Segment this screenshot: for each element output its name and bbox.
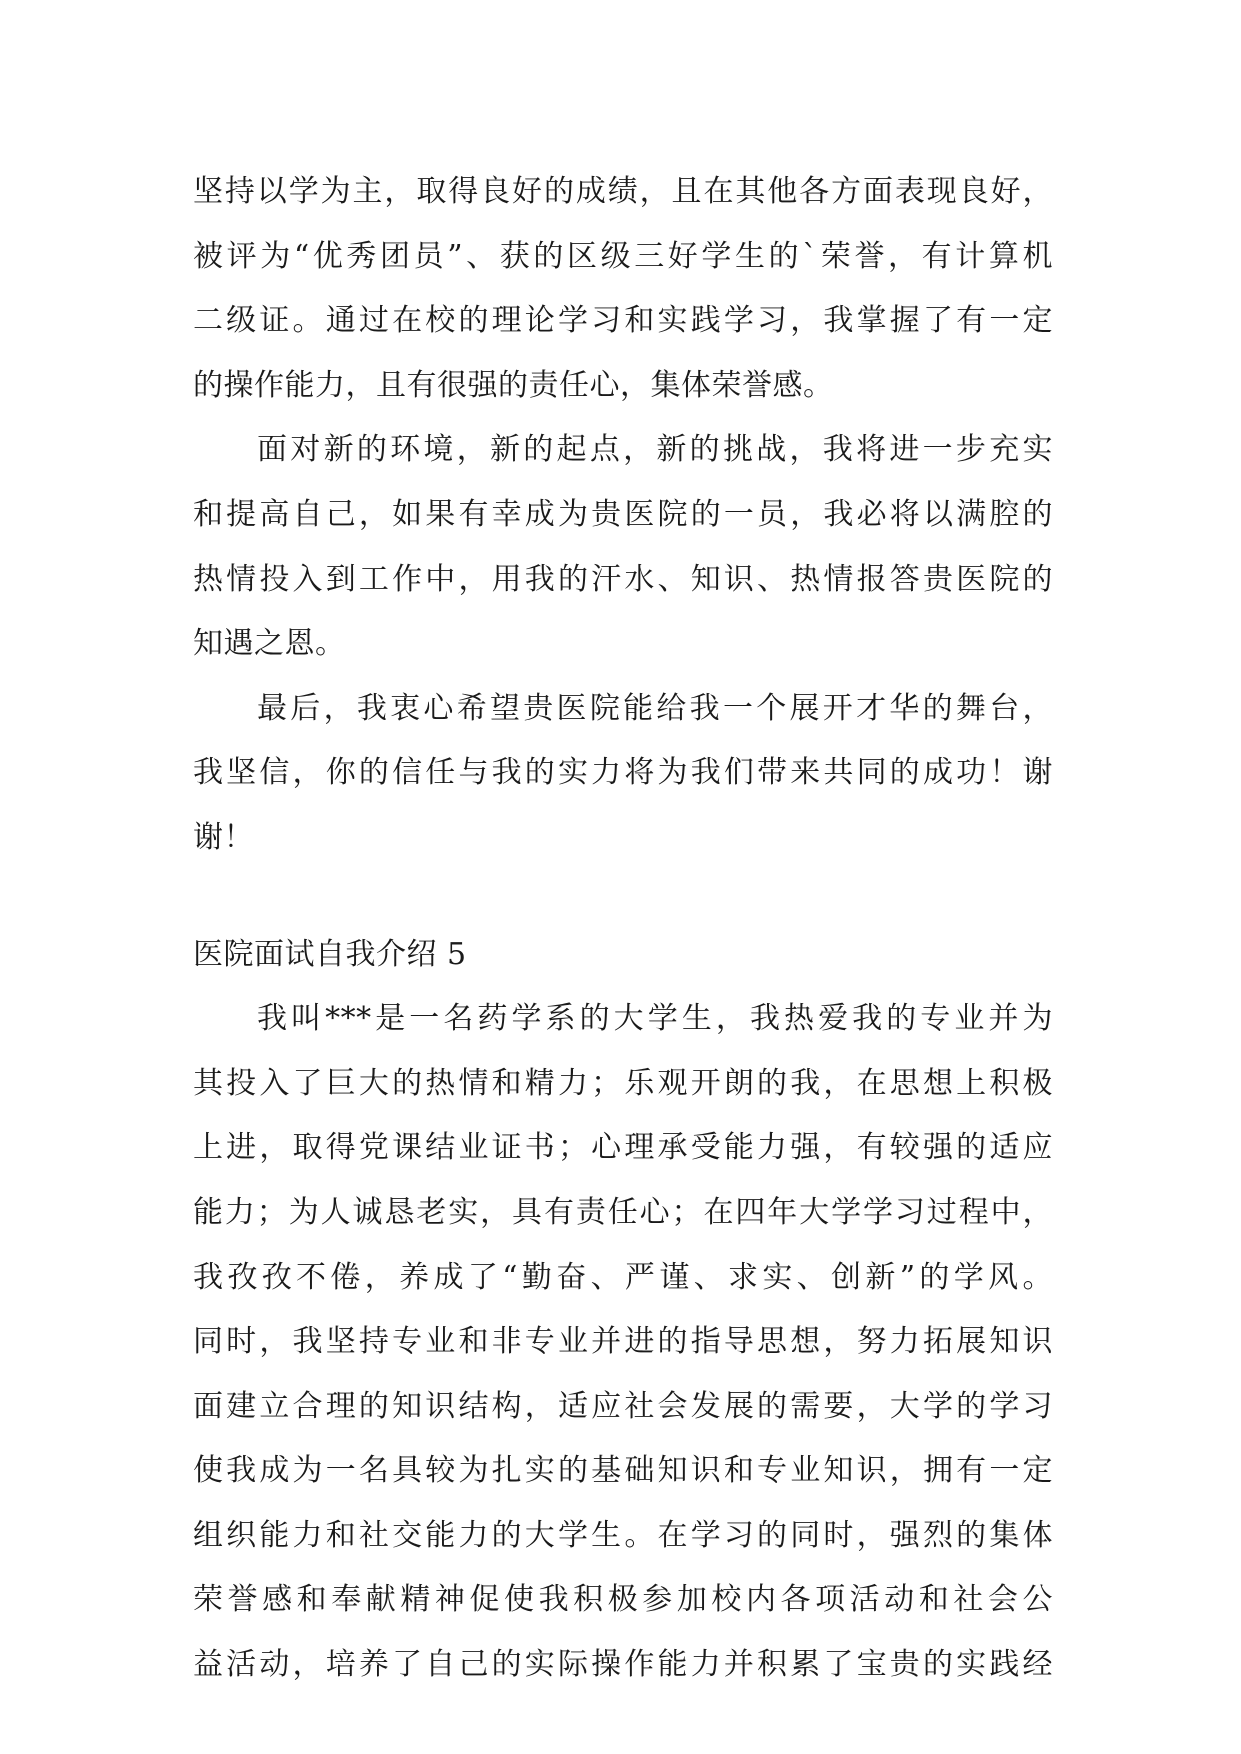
text-line: 能力；为人诚恳老实，具有责任心；在四年大学学习过程中， — [193, 1194, 1053, 1230]
document-page — [193, 160, 1053, 1698]
text-line: 面对新的环境，新的起点，新的挑战，我将进一步充实 — [257, 432, 1053, 468]
text-line: 益活动，培养了自己的实际操作能力并积累了宝贵的实践经 — [193, 1647, 1053, 1683]
text-line: 荣誉感和奉献精神促使我积极参加校内各项活动和社会公 — [193, 1582, 1053, 1618]
paragraph-3 — [193, 677, 1053, 871]
text-line: 最后，我衷心希望贵医院能给我一个展开才华的舞台， — [257, 690, 1053, 726]
text-line: 谢！ — [193, 819, 254, 855]
text-line: 我叫***是一名药学系的大学生，我热爱我的专业并为 — [257, 1001, 1053, 1037]
text-line: 同时，我坚持专业和非专业并进的指导思想，努力拓展知识 — [193, 1324, 1053, 1360]
paragraph-1 — [193, 160, 1053, 418]
text-line: 和提高自己，如果有幸成为贵医院的一员，我必将以满腔的 — [193, 496, 1053, 532]
text-line: 热情投入到工作中，用我的汗水、知识、热情报答贵医院的 — [193, 561, 1053, 597]
text-line: 被评为“优秀团员”、获的区级三好学生的`荣誉，有计算机 — [193, 238, 1053, 274]
text-line: 的操作能力，且有很强的责任心，集体荣誉感。 — [193, 367, 834, 403]
text-line: 坚持以学为主，取得良好的成绩，且在其他各方面表现良好， — [193, 174, 1053, 209]
text-line: 上进，取得党课结业证书；心理承受能力强，有较强的适应 — [193, 1130, 1053, 1166]
text-line: 知遇之恩。 — [193, 626, 346, 662]
text-line: 我坚信，你的信任与我的实力将为我们带来共同的成功！谢 — [193, 755, 1053, 791]
section-title: 医院面试自我介绍 5 — [193, 936, 467, 972]
text-line: 使我成为一名具较为扎实的基础知识和专业知识，拥有一定 — [193, 1453, 1053, 1489]
text-line: 组织能力和社交能力的大学生。在学习的同时，强烈的集体 — [193, 1517, 1053, 1553]
paragraph-2 — [193, 418, 1053, 676]
section-spacer — [193, 871, 1053, 923]
text-line: 二级证。通过在校的理论学习和实践学习，我掌握了有一定 — [193, 303, 1053, 339]
text-line: 面建立合理的知识结构，适应社会发展的需要，大学的学习 — [193, 1388, 1053, 1424]
text-line: 我孜孜不倦，养成了“勤奋、严谨、求实、创新”的学风。 — [193, 1259, 1053, 1295]
text-line: 其投入了巨大的热情和精力；乐观开朗的我，在思想上积极 — [193, 1065, 1053, 1101]
section-paragraph — [193, 987, 1053, 1698]
